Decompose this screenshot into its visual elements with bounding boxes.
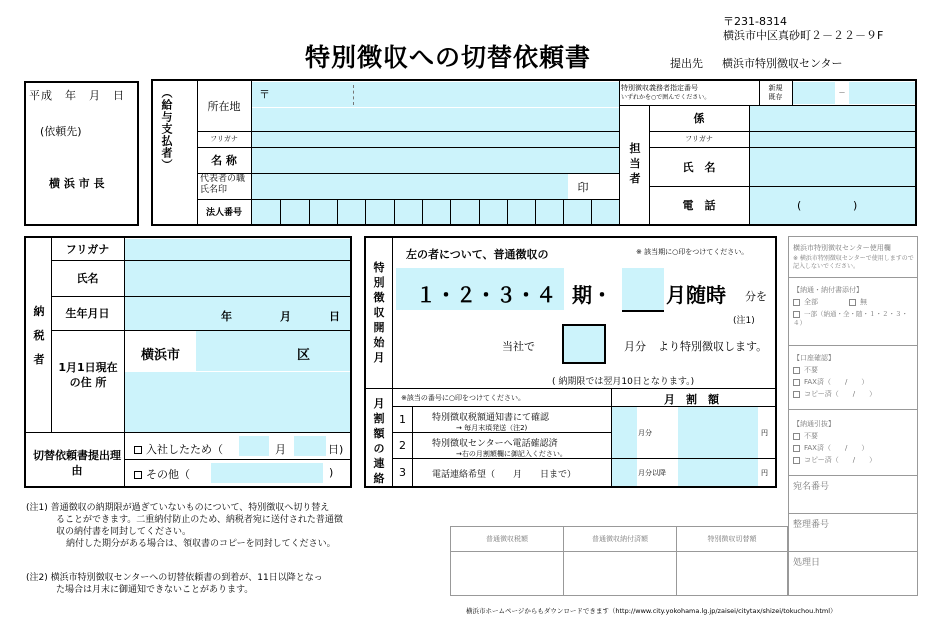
start-section [364, 236, 777, 488]
monthly-month-field-2[interactable] [612, 459, 637, 486]
office-sub: ※ 横浜市特別徴収センターで使用しますので記入しないでください。 [793, 255, 914, 270]
reason-other-close: ) [329, 466, 334, 479]
company-name-field[interactable] [252, 148, 619, 173]
monthly-month-unit: 月分 [638, 429, 652, 437]
office-title: 横浜市特別徴収センター使用欄 [793, 244, 891, 252]
dob-month: 月 [280, 310, 291, 323]
dept-label: 係 [693, 112, 705, 125]
tp-dob-field[interactable] [125, 297, 350, 330]
center-address: 横浜市中区真砂町２－２２－９F [723, 29, 884, 42]
designated-dash: － [838, 89, 846, 97]
office-addressee: 宛名番号 [793, 482, 830, 492]
note1-ref: (注1) [733, 316, 755, 326]
opt1-sub: → 毎月末頃発送（注2) [456, 424, 528, 432]
tp-dob-label: 生年月日 [65, 307, 110, 320]
monthly-amount-field-1[interactable] [678, 407, 758, 458]
corp-number-label: 法人番号 [205, 208, 242, 218]
taxpayer-section [24, 236, 352, 488]
address-label: 所在地 [207, 100, 241, 113]
download-url[interactable]: 横浜市ホームページからもダウンロードできます（http://www.city.yokohama.lg.jp/zaisei/citytax/shizei/tokuchou.html） [466, 607, 837, 615]
opt2-sub: →右の月割額欄に御記入ください。 [456, 450, 567, 458]
employer-section [151, 79, 917, 226]
note-1: (注1) 普通徴収の納期限が過ぎていないものについて、特別徴収へ切り替え ることができます。二重納付防止のため、納税者宛に送付された普通徴 収の納付書を同封してください。 納付した期分がある場合は、領収書のコピーを同封してください。 [26, 503, 343, 549]
mayor-label: 横 浜 市 長 [49, 177, 105, 190]
reason-join[interactable]: 入社したため（ [134, 441, 223, 457]
tp-name-field[interactable] [125, 261, 350, 296]
start-side-label: 特別徴収開始月 [373, 261, 385, 364]
monthly-month-after-unit: 月分以降 [638, 469, 666, 477]
reason-day-unit: 日) [328, 443, 344, 456]
dept-field[interactable] [750, 106, 915, 131]
col-normal-paid: 普通徴収納付済額 [592, 535, 648, 543]
furigana-label: フリガナ [210, 135, 238, 143]
opt-1[interactable]: 1 [399, 413, 406, 426]
ki-text: 期・ [572, 283, 612, 307]
designated-number-label: 特別徴収義務者指定番号 いずれかを○で囲んでください。 [621, 84, 711, 101]
office-s2: 【口座確認】 [793, 354, 835, 362]
zuiji-text: 月随時 [666, 283, 726, 307]
requester-label: (依頼先) [40, 125, 82, 138]
reason-month-field[interactable] [239, 436, 269, 456]
reason-day-field[interactable] [294, 436, 326, 456]
designated-number-field-1[interactable] [793, 82, 835, 104]
reason-month-unit: 月 [275, 443, 286, 456]
submit-label: 提出先 [670, 57, 703, 70]
tp-furigana-label: フリガナ [65, 243, 110, 256]
office-s1: 【納通・納付書添付】 [793, 286, 863, 294]
start-month-field[interactable] [562, 324, 606, 364]
contact-name-label: 氏 名 [682, 160, 716, 174]
new-existing-choice[interactable]: 新規 既存 [768, 84, 783, 101]
tp-name-label: 氏名 [76, 272, 99, 285]
phone-paren-close: ) [853, 199, 858, 212]
office-use-panel: 横浜市特別徴収センター使用欄 ※ 横浜市特別徴収センターで使用しますので記入しないでください。 【納通・納付書添付】 全部 無 一部（納通・全・随・１・２・３・４） 【口座確認】 不要 FAX済（ / ） コピー済（ / ） 【納通引抜】 不要 FAX済（ / ） コピー済（ / ） 宛名番号 整理番号 処理日 [788, 236, 918, 596]
postal-mark: 〒 [259, 88, 270, 101]
yen-1: 円 [761, 429, 768, 437]
contact-furigana-field[interactable] [750, 132, 915, 147]
contact-side-label: 担当者 [629, 142, 641, 185]
representative-label: 代表者の職氏名印 [200, 174, 246, 195]
start-from-text: より特別徴収します。 [658, 340, 768, 353]
office-s1-all: 全部 [804, 298, 818, 306]
tp-ward-field[interactable] [196, 331, 350, 371]
dob-year: 年 [221, 310, 232, 323]
monthly-amount-field-2[interactable] [678, 459, 758, 486]
seal-mark: 印 [577, 180, 589, 194]
col-normal-tax: 普通徴収税額 [486, 535, 528, 543]
office-s1-part: 一部（納通・全・随・１・２・３・４） [793, 310, 908, 327]
date-box [24, 81, 139, 226]
company-label: 当社で [502, 340, 535, 353]
office-date: 処理日 [793, 558, 821, 568]
postal-code: 〒231-8314 [723, 15, 787, 28]
periods-text: １・２・３・４ [416, 283, 556, 307]
col-special-switch: 特別徴収切替額 [707, 535, 757, 543]
office-ref: 整理番号 [793, 520, 830, 530]
monthly-header: 月 割 額 [664, 393, 719, 406]
city-label: 横浜市 [141, 348, 181, 363]
office-s1-none: 無 [860, 298, 867, 306]
contact-furigana-label: フリガナ [685, 135, 713, 143]
start-note: ※ 該当期に○印をつけてください。 [636, 248, 749, 256]
company-name-label: 名 称 [211, 154, 237, 167]
opt-2[interactable]: 2 [399, 439, 406, 452]
dob-day: 日 [329, 310, 340, 323]
yen-2: 円 [761, 469, 768, 477]
monthly-side-label: 月割額の連絡 [373, 397, 385, 485]
start-intro: 左の者について、普通徴収の [406, 248, 549, 261]
office-s3: 【納通引抜】 [793, 420, 835, 428]
submit-to: 横浜市特別徴収センター [722, 57, 843, 70]
reason-other[interactable]: その他（ [134, 466, 190, 482]
tp-jan1-label: 1月1日現在の住 所 [58, 361, 118, 389]
opt2-label: 特別徴収センターへ電話確認済 [432, 439, 558, 449]
ward-label: 区 [297, 348, 311, 363]
page-title: 特別徴収への切替依頼書 [305, 43, 592, 72]
reason-other-field[interactable] [211, 463, 323, 483]
representative-field[interactable] [252, 174, 568, 199]
tp-furigana-field[interactable] [125, 239, 350, 260]
phone-paren-open: ( [797, 199, 802, 212]
reason-label: 切替依頼書提出理由 [33, 449, 121, 477]
note-2: (注2) 横浜市特別徴収センターへの切替依頼書の到着が、11日以降となっ た場合は月末に御通知できないことがあります。 [26, 573, 323, 595]
company-furigana-field[interactable] [252, 132, 619, 147]
monthly-month-field-1[interactable] [612, 407, 637, 458]
designated-number-field-2[interactable] [849, 82, 915, 104]
start-month-unit: 月分 [624, 340, 646, 353]
opt1-label: 特別徴収税額通知書にて確認 [432, 413, 550, 423]
deadline-note: ( 納期限では翌月10日となります。) [552, 377, 695, 387]
phone-field[interactable] [750, 187, 915, 224]
opt3-label: 電話連絡希望（ 月 日まで） [432, 470, 577, 480]
date-field[interactable]: 平成 年 月 日 [29, 89, 125, 102]
phone-label: 電 話 [682, 199, 716, 212]
office-amount-table [450, 526, 788, 596]
taxpayer-side-label: 納税者 [33, 305, 45, 366]
opt-3[interactable]: 3 [399, 466, 406, 479]
zuiji-month-field[interactable] [622, 268, 664, 310]
monthly-note: ※該当の番号に○印をつけてください。 [401, 394, 525, 402]
contact-name-field[interactable] [750, 148, 915, 186]
tp-address-field[interactable] [125, 372, 350, 432]
bun-text: 分を [745, 290, 767, 303]
employer-side-label: ︵給与支払者︶ [160, 87, 173, 171]
